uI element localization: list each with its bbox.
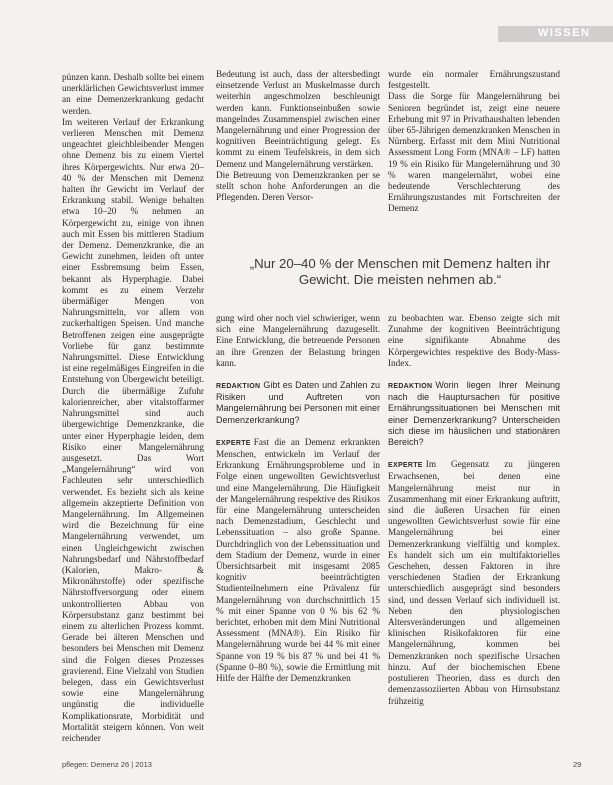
column-3-top-paragraph-2: Dass die Sorge für Mangelernährung bei Senioren begründet ist, zeigt eine neuere Erhebung mit 97 in Privathaushalten lebenden über 65-Jährigen demenzkranken Menschen in Nürnberg. Erfasst mit dem Mini Nutritional Assessment Long Form (MNA® – LF) hatten 19 % ein Risiko für Mangelernährung und 30 % waren mangelernährt, wobei eine bedeutende Verschlechterung des Ernährungszustandes mit Fortschreiten der Demenz — [388, 91, 560, 214]
column-3-top — [388, 69, 560, 215]
column-1 — [62, 72, 204, 744]
question-2-tag: REDAKTION — [388, 383, 433, 391]
question-2-text: Worin liegen Ihrer Meinung nach die Hauptursachen für positive Ernährungssituationen bei Menschen mit einer Demenzerkrankung? Unterscheiden sich diese im häuslichen und stationären Bereich? — [388, 380, 560, 448]
column-3 — [388, 313, 560, 707]
question-2 — [388, 380, 560, 448]
footer-publication: pflegen: Demenz 26 | 2013 — [62, 760, 152, 769]
column-3-top-paragraph-1: wurde ein normaler Ernährungszustand festgestellt. — [388, 69, 560, 91]
pull-quote: „Nur 20–40 % der Menschen mit Demenz halten ihr Gewicht. Die meisten nehmen ab.“ — [249, 256, 551, 287]
answer-1 — [216, 437, 380, 684]
column-2-top — [216, 69, 380, 203]
answer-2-tag: EXPERTE — [388, 462, 423, 470]
answer-2-text: Im Gegensatz zu jüngeren Erwachsenen, bei denen eine Mangelernährung meist nur in Zusammenhang mit einer Erkrankung auftritt, sind die äußeren Ursachen für einen ungewollten Gewichtsverlust sowie für eine Mangelernährung bei einer Demenzerkrankung vielfältig und komplex. Es handelt sich um ein multifaktorielles Geschehen, dessen Faktoren in ihre verschiedenen Stadien der Erkrankung unterschiedlich ausgeprägt sind besonders sind, und dessen Verlauf sich individuell ist. Neben den physiologischen Altersveränderungen und allgemeinen klinischen Risikofaktoren für eine Mangelernährung, kommen bei Demenzkranken noch spezifische Ursachen hinzu. Auf der biochemischen Ebene postulieren Theorien, dass es durch den demenzassoziierten Abbau von Hirnsubstanz frühzeitig — [388, 459, 560, 706]
question-1-text: Gibt es Daten und Zahlen zu Risiken und Auftreten von Mangelernährung bei Personen mit einer Demenzerkrankung? — [216, 380, 380, 425]
answer-2 — [388, 459, 560, 706]
column-3-intro: zu beobachten war. Ebenso zeigte sich mit Zunahme der kognitiven Beeinträchtigung eine signifikante Abnahme des Körpergewichtes respektive des Body-Mass-Index. — [388, 313, 560, 368]
column-2-top-paragraph-1: Bedeutung ist auch, dass der altersbedingt einsetzende Verlust an Muskelmasse durch weiterhin angeschmolzen beschleunigt werden kann. Funktionseinbußen sowie mangelndes Zusammenspiel zwischen einer Mangelernährung und einer Progression der kognitiven Beeinträchtigung gelegt. Es kommt zu einem Teufelskreis, in dem sich Demenz und Mangelernährung verstärken. — [216, 69, 380, 169]
column-2 — [216, 313, 380, 684]
answer-1-text: Fast die an Demenz erkrankten Menschen, entwickeln im Verlauf der Erkrankung Ernährungsprobleme und in Folge einen ungewollten Gewichtsverlust und eine Mangelernährung. Die Häufigkeit der Mangelernährung respektive des Risikos für eine Mangelernährung unterscheiden nach Demenzstadium, Geschlecht und Lebenssituation – also große Spanne. Durchdringlich von der Lebenssituation und dem Stadium der Demenz, wurde in einer Übersichtsarbeit mit insgesamt 2085 kognitiv beeinträchtigten Studienteilnehmern eine Prävalenz für Mangelernährung von durchschnittlich 15 % mit einer Spanne von 0 % bis 62 % berichtet, erhoben mit dem Mini Nutritional Assessment (MNA®). Ein Risiko für Mangelernährung wurde bei 44 % mit einer Spanne von 19 % bis 87 % und bei 41 % (Spanne 0–80 %), sowie die Ermittlung mit Hilfe der Hälfte der Demenzkranken — [216, 436, 380, 684]
column-2-intro: gung wird oher noch viel schwieriger, wenn sich eine Mangelernährung dazugesellt. Eine Entwicklung, die betreuende Personen an ihre Grenzen der Belastung bringen kann. — [216, 313, 380, 368]
section-label: WISSEN — [538, 27, 591, 39]
column-1-paragraph-1: pünzen kann. Deshalb sollte bei einem unerklärlichen Gewichtsverlust immer an eine Demenzerkrankung gedacht werden. — [62, 72, 204, 116]
answer-1-tag: EXPERTE — [216, 439, 251, 447]
page-number: 29 — [573, 760, 582, 769]
question-1-tag: REDAKTION — [216, 383, 261, 391]
column-2-top-paragraph-2: Die Betreuung von Demenzkranken per se stellt schon hohe Anforderungen an die Pflegenden. Deren Versor- — [216, 169, 380, 203]
column-1-paragraph-2: Im weiteren Verlauf der Erkrankung verlieren Menschen mit Demenz ungeachtet gleichbleibender Mengen ohne Demenz bis zu einem Viertel ihres Körpergewichts. Nur etwa 20–40 % der Menschen mit Demenz halten ihr Gewicht im Verlauf der Erkrankung stabil. Wenige behalten etwa 10–20 % nehmen an Körpergewicht zu, einige von ihnen auch mit Essen bis mittleren Stadium der Demenz. Demenzkranke, die an Gewicht zunehmen, leiden oft unter einer Essbremsung beim Essen, bekannt als Hyperphagie. Dabei kommt es zu einem Verzehr übermäßiger Mengen von Nahrungsmitteln, vor allem von zuckerhaltigen Speisen. Und manche Betroffenen zeigen eine ausgeprägte Vorliebe für ganz bestimmte Nahrungsmittel. Diese Entwicklung ist eine regelmäßiges Eingreifen in die Entstehung von Übergewicht beteiligt. Durch die übermäßige Zufuhr kalorienreicher, aber vitalstoffarmer Nahrungsmittel sind auch übergewichtige Demenzkranke, die unter einer Hyperphagie leiden, dem Risiko einer Mangelernährung ausgesetzt. Das Wort „Mangelernährung“ wird von Fachleuten sehr unterschiedlich verwendet. Es bezieht sich als keine allgemein akzeptierte Definition von Mangelernährung. Im Allgemeinen wird die Bezeichnung für eine Mangelernährung verwendet, um einen Ungleichgewicht zwischen Nahrungsbedarf und Nährstoffbedarf (Kalorien, Makro- & Mikronährstoffe) oder spezifische Nährstoffversorgung oder einem unkontrollierten Abbau von Körpersubstanz ganz bestimmt bei einem zu alterlichen Prozess kommt. Gerade bei älteren Menschen und besonders bei Menschen mit Demenz sind die Folgen dieses Prozesses gravierend. Eine Vielzahl von Studien belegen, dass ein Gewichtsverlust sowie eine Mangelernährung ungünstig die individuelle Komplikationsrate, Morbidität und Mortalität steigern können. Von weit reichender — [62, 116, 204, 743]
question-1 — [216, 380, 380, 426]
